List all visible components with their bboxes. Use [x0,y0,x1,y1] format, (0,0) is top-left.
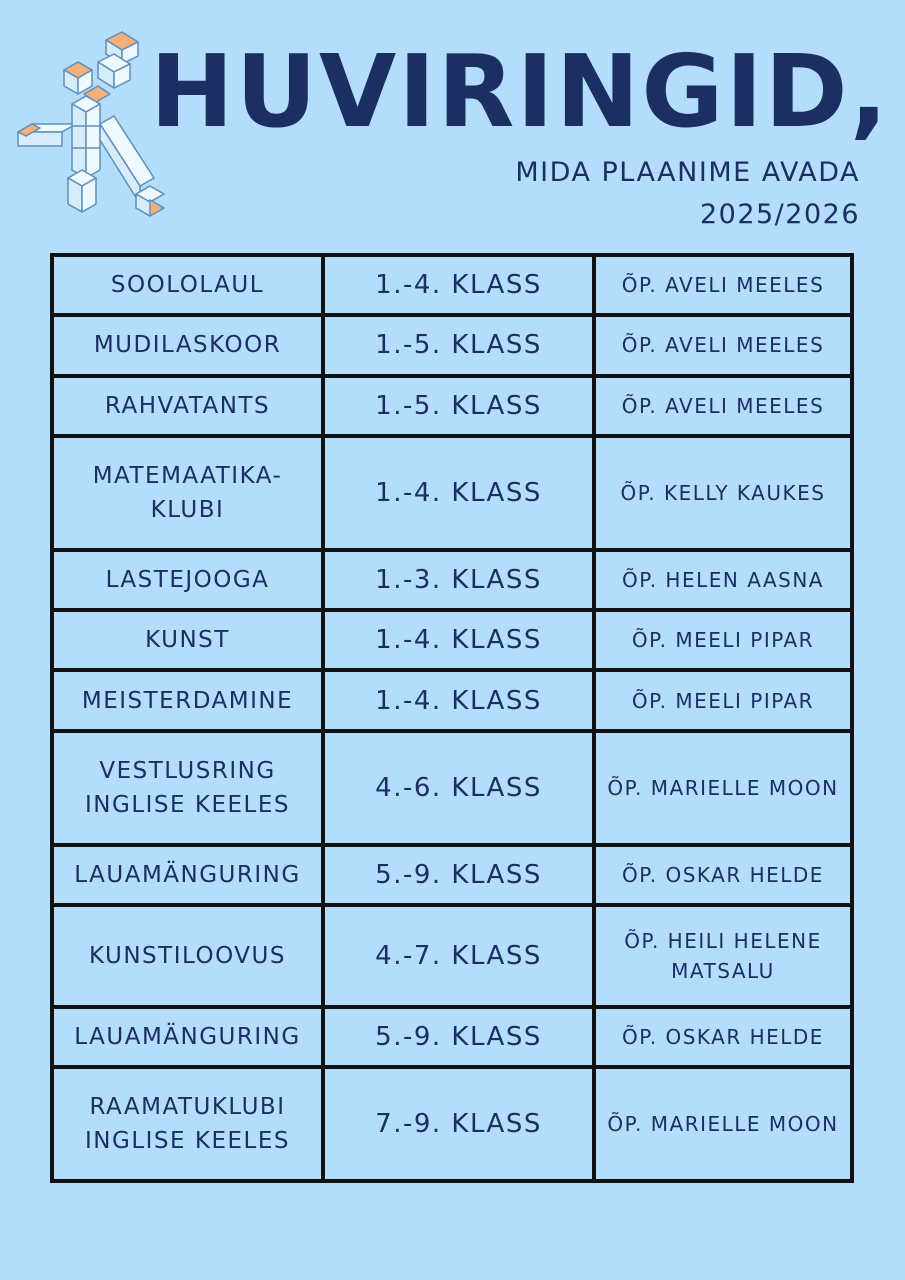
grade-cell: 5.-9. KLASS [323,845,594,905]
grade-cell: 4.-7. KLASS [323,905,594,1006]
grade-cell: 1.-4. KLASS [323,255,594,315]
teacher-cell: ÕP. MEELI PIPAR [594,670,852,730]
grade-cell: 1.-4. KLASS [323,670,594,730]
grade-cell: 1.-4. KLASS [323,610,594,670]
club-name-cell: KUNSTILOOVUS [52,905,323,1006]
grade-cell: 5.-9. KLASS [323,1007,594,1067]
grade-cell: 1.-5. KLASS [323,315,594,375]
club-schedule-table [50,253,854,1183]
teacher-cell: ÕP. HEILI HELENE MATSALU [594,905,852,1006]
club-name-cell: LASTEJOOGA [52,550,323,610]
club-name-cell: KUNST [52,610,323,670]
table-row [52,1007,852,1067]
club-name-cell: MEISTERDAMINE [52,670,323,730]
club-name-cell: RAHVATANTS [52,376,323,436]
teacher-cell: ÕP. KELLY KAUKES [594,436,852,550]
subtitle-year: 2025/2026 [699,199,860,230]
table-row [52,845,852,905]
teacher-cell: ÕP. MARIELLE MOON [594,1067,852,1181]
grade-cell: 1.-3. KLASS [323,550,594,610]
teacher-cell: ÕP. AVELI MEELES [594,255,852,315]
club-name-cell: MUDILASKOOR [52,315,323,375]
teacher-cell: ÕP. MEELI PIPAR [594,610,852,670]
subtitle-line-1: MIDA PLAANIME AVADA [515,157,860,188]
teacher-cell: ÕP. MARIELLE MOON [594,731,852,845]
table-row [52,315,852,375]
schedule-body [52,255,852,1181]
table-row [52,905,852,1006]
table-row [52,550,852,610]
teacher-cell: ÕP. AVELI MEELES [594,315,852,375]
teacher-cell: ÕP. OSKAR HELDE [594,1007,852,1067]
table-row [52,436,852,550]
table-row [52,731,852,845]
grade-cell: 4.-6. KLASS [323,731,594,845]
club-name-cell: SOOLOLAUL [52,255,323,315]
club-name-cell: MATEMAATIKA-KLUBI [52,436,323,550]
club-name-cell: LAUAMÄNGURING [52,845,323,905]
teacher-cell: ÕP. HELEN AASNA [594,550,852,610]
club-name-cell: LAUAMÄNGURING [52,1007,323,1067]
grade-cell: 7.-9. KLASS [323,1067,594,1181]
teacher-cell: ÕP. OSKAR HELDE [594,845,852,905]
table-row [52,1067,852,1181]
club-name-cell: RAAMATUKLUBI INGLISE KEELES [52,1067,323,1181]
grade-cell: 1.-4. KLASS [323,436,594,550]
club-name-cell: VESTLUSRING INGLISE KEELES [52,731,323,845]
subtitle [515,152,860,236]
table-row [52,376,852,436]
table-row [52,670,852,730]
grade-cell: 1.-5. KLASS [323,376,594,436]
page-title: HUVIRINGID, [150,33,890,150]
table-row [52,610,852,670]
teacher-cell: ÕP. AVELI MEELES [594,376,852,436]
table-row [52,255,852,315]
